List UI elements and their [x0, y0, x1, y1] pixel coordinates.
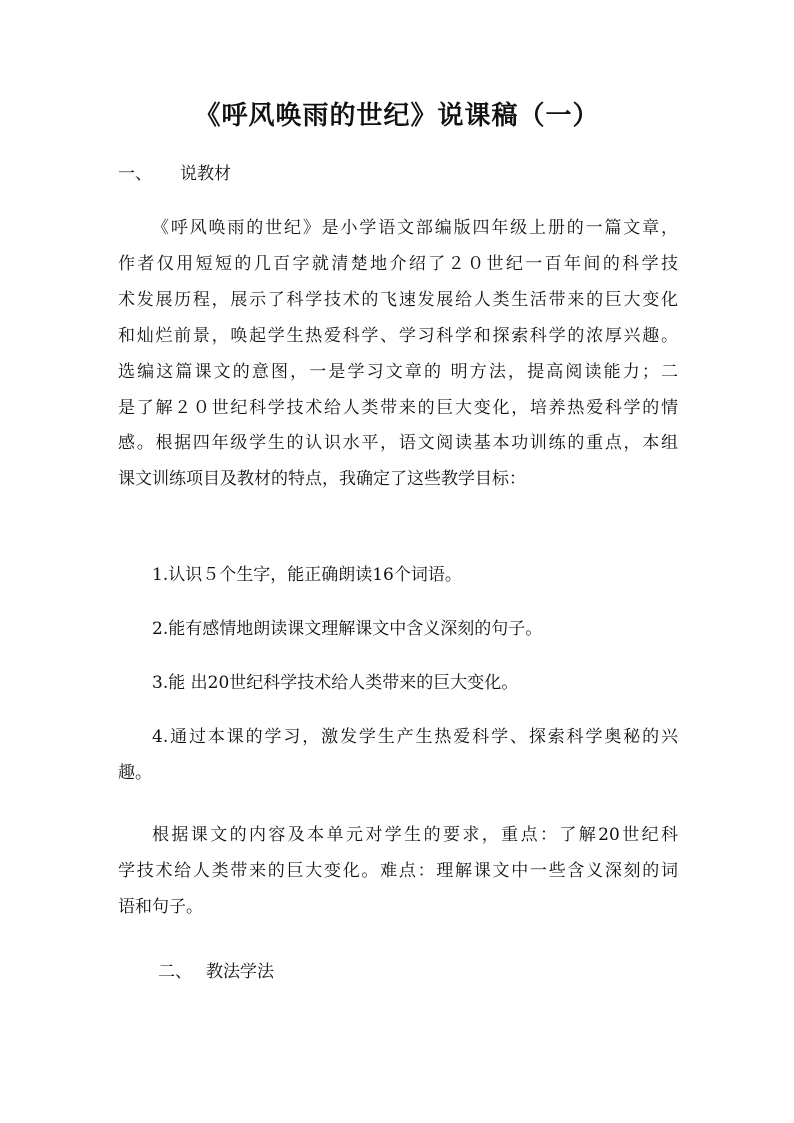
page-title: 《呼风唤雨的世纪》说课稿（一）: [194, 101, 600, 131]
goal-item-4: [118, 720, 678, 792]
paragraph-line: 选编这篇课文的意图，一是学习文章的 明方法，提高阅读能力；二: [118, 361, 678, 382]
paragraph-line: 是了解２０世纪科学技术给人类带来的巨大变化，培养热爱科学的情: [118, 397, 678, 418]
section-heading-1: [118, 162, 231, 186]
section-number: 二、: [158, 962, 192, 982]
paragraph-line: 和灿烂前景，唤起学生热爱科学、学习科学和探索科学的浓厚兴趣。: [118, 325, 678, 346]
paragraph-line: 4.通过本课的学习，激发学生产生热爱科学、探索科学奥秘的兴: [152, 727, 678, 747]
paragraph-line: 术发展历程，展示了科学技术的飞速发展给人类生活带来的巨大变化: [118, 289, 678, 310]
paragraph-line: 学技术给人类带来的巨大变化。难点：理解课文中一些含义深刻的词: [118, 860, 678, 881]
section-number: 一、: [118, 164, 152, 184]
key-points-paragraph: [118, 818, 678, 926]
section-title: 说教材: [180, 164, 231, 184]
intro-paragraph: [118, 211, 678, 498]
paragraph-line: 《呼风唤雨的世纪》是小学语文部编版四年级上册的一篇文章，: [152, 218, 678, 238]
goal-item-1: 1.认识５个生字，能正确朗读16个词语。: [152, 565, 462, 585]
paragraph-line: 语和句子。: [118, 896, 203, 917]
paragraph-line: 作者仅用短短的几百字就清楚地介绍了２０世纪一百年间的科学技: [118, 253, 678, 274]
paragraph-line: 感。根据四年级学生的认识水平，语文阅读基本功训练的重点，本组: [118, 433, 678, 454]
paragraph-line: 根据课文的内容及本单元对学生的要求，重点：了解20世纪科: [152, 825, 678, 845]
goal-item-2: 2.能有感情地朗读课文理解课文中含义深刻的句子。: [152, 619, 543, 639]
paragraph-line: 课文训练项目及教材的特点，我确定了这些教学目标：: [118, 469, 526, 490]
section-title: 教法学法: [206, 962, 274, 982]
goal-item-3: 3.能 出20世纪科学技术给人类带来的巨大变化。: [152, 673, 519, 693]
paragraph-line: 趣。: [118, 762, 152, 783]
section-heading-2: [158, 960, 274, 984]
